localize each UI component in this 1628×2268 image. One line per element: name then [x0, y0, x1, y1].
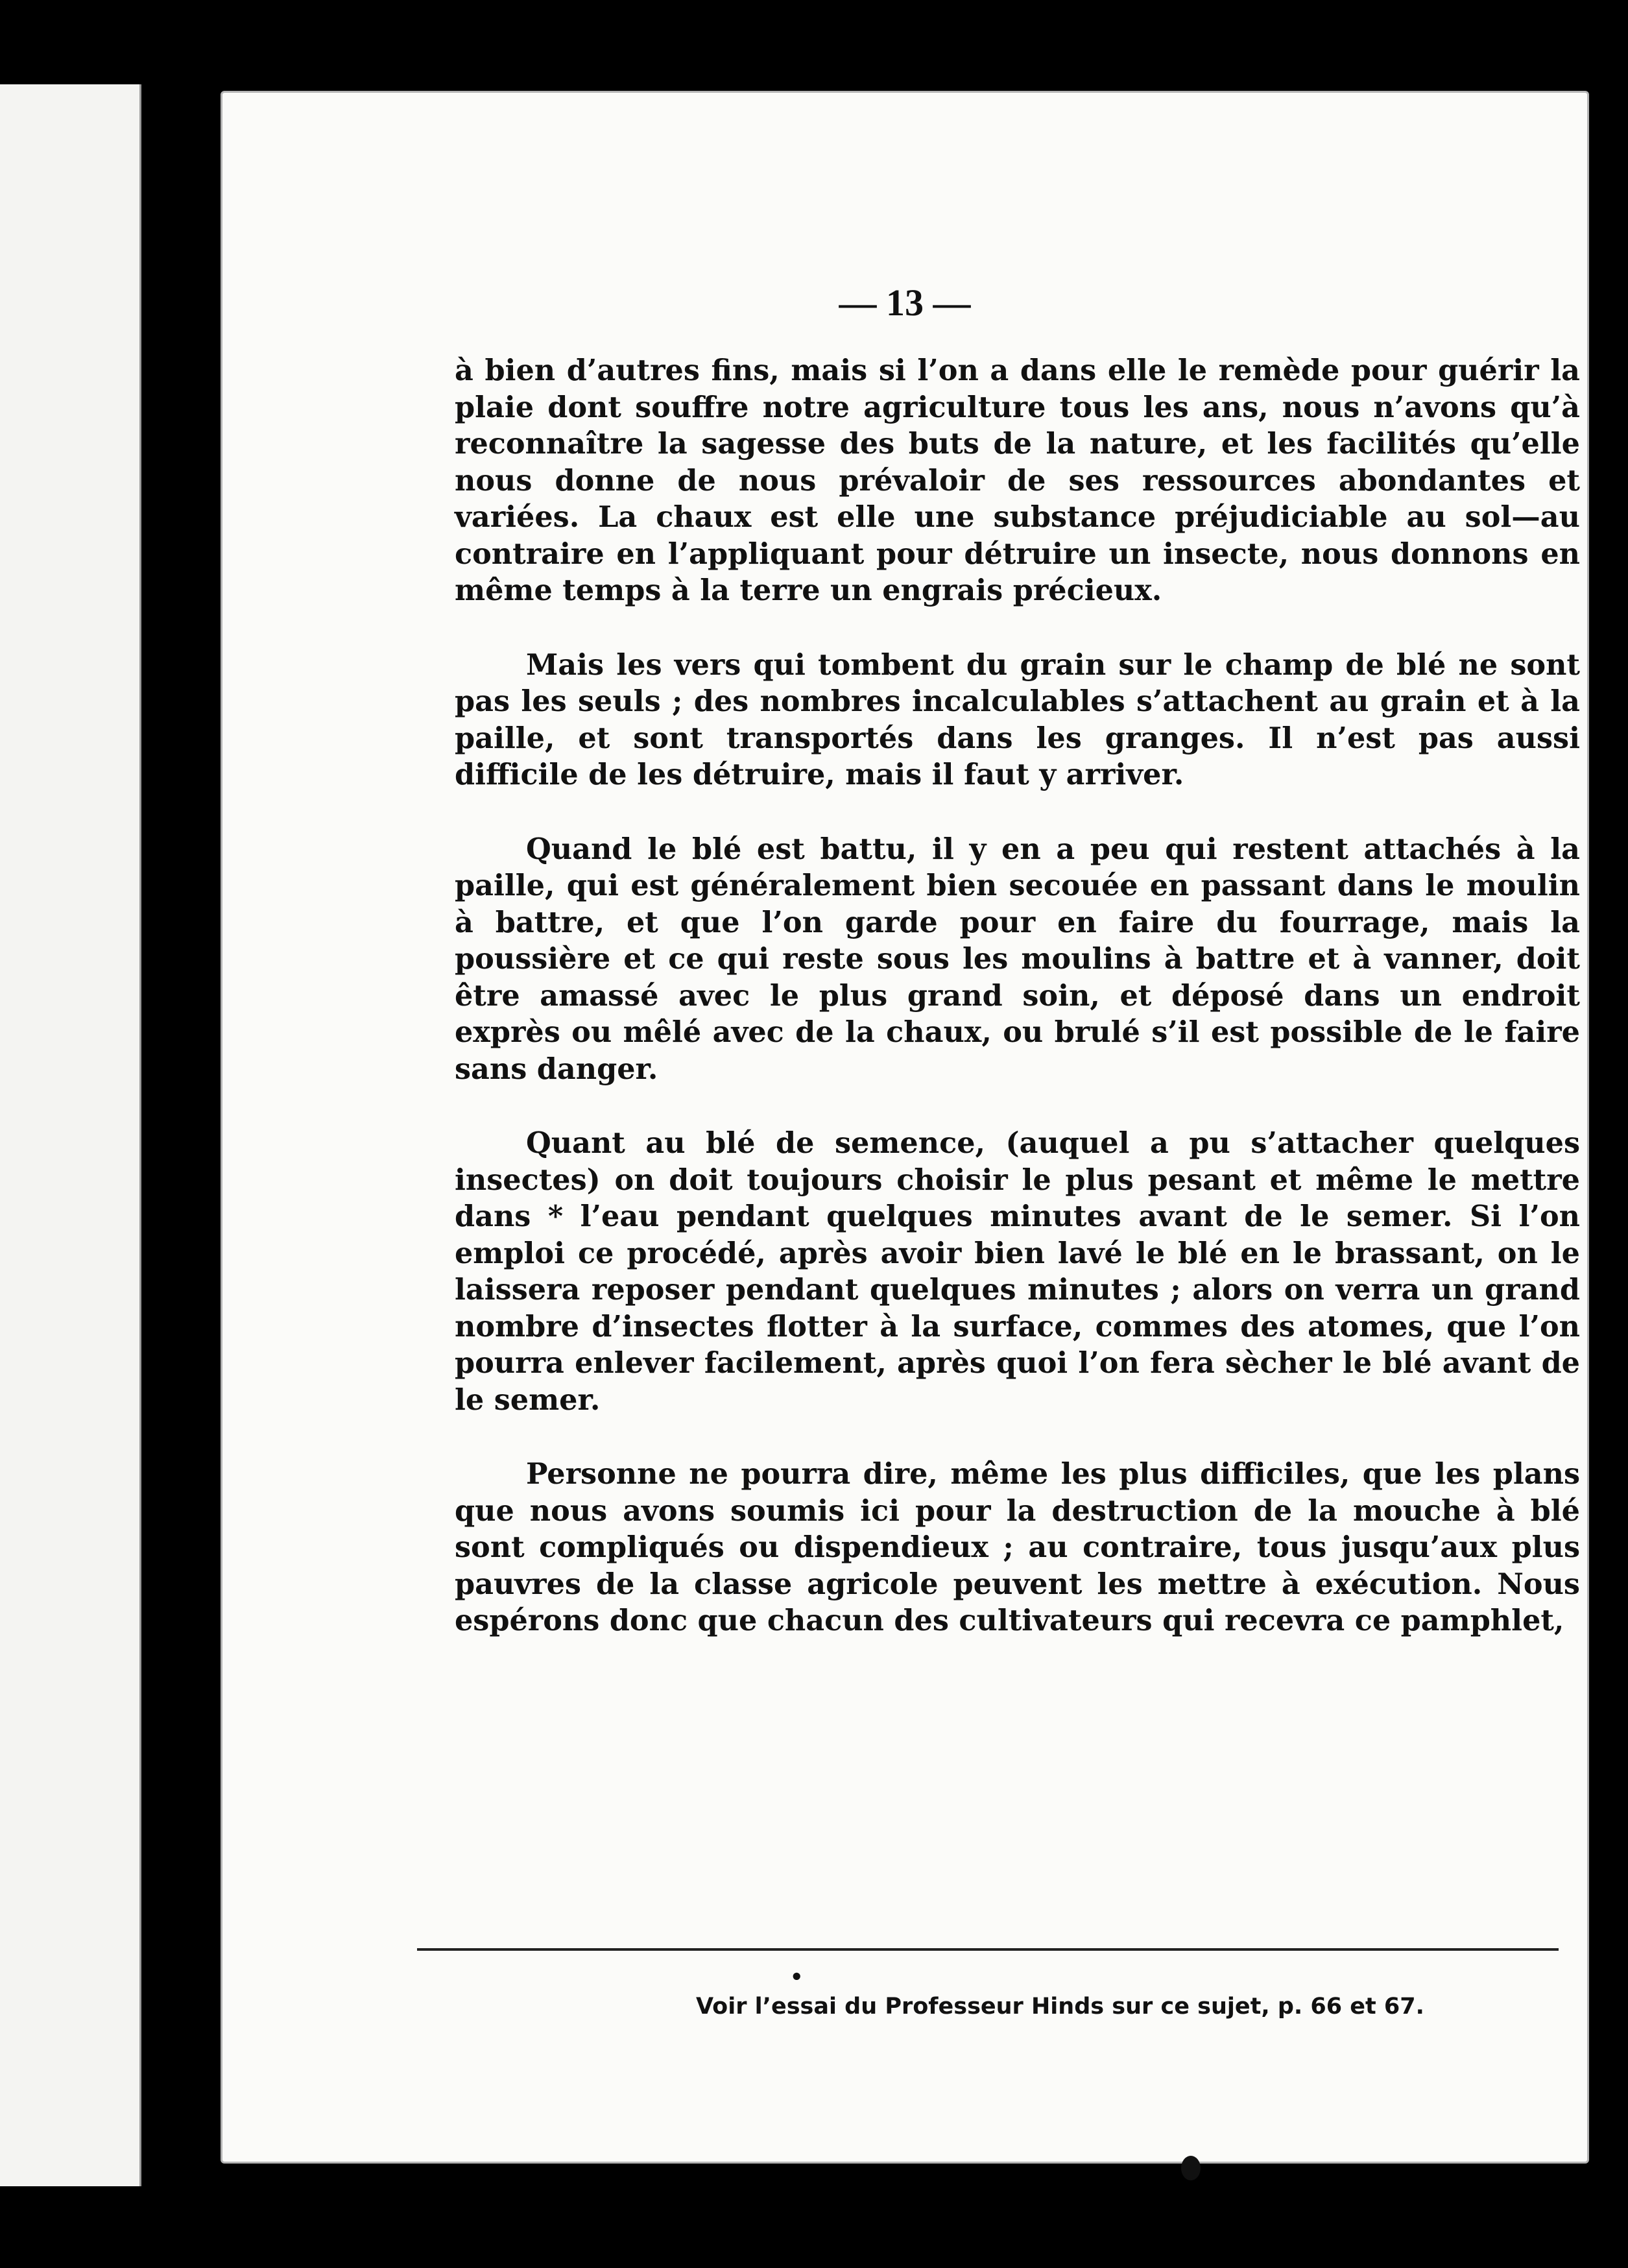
footnote-mark: •	[790, 1964, 804, 1989]
footnote: Voir l’essai du Professeur Hinds sur ce sujet, p. 66 et 67.	[696, 1994, 1424, 2020]
book-page	[221, 91, 1589, 2164]
paragraph-4: Quant au blé de semence, (auquel a pu s’attacher quelques insectes) on doit toujours choisir le plus pesant et même le mettre dans * l’eau pendant quelques minutes avant de le semer. Si l’on emploi ce procédé, après avoir bien lavé le blé en le brassant, on le laissera reposer pendant quelques minutes ; alors on verra un grand nombre d’insectes flotter à la surface, commes des atomes, que l’on pourra enlever facilement, après quoi l’on fera sècher le blé avant de le semer.	[455, 1126, 1580, 1417]
left-page-edge	[0, 84, 141, 2186]
body-text	[455, 352, 1580, 1677]
ink-spot	[1181, 2156, 1201, 2180]
page-number: — 13 —	[839, 282, 971, 324]
paragraph-2: Mais les vers qui tombent du grain sur le champ de blé ne sont pas les seuls ; des nombres incalculables s’attachent au grain et à la paille, et sont transportés dans les granges. Il n’est pas aussi difficile de les détruire, mais il faut y arriver.	[455, 647, 1580, 791]
paragraph-5: Personne ne pourra dire, même les plus difficiles, que les plans que nous avons soumis ici pour la destruction de la mouche à blé sont compliqués ou dispendieux ; au contraire, tous jusqu’aux plus pauvres de la classe agricole peuvent les mettre à exécution. Nous espérons donc que chacun des cultivateurs qui recevra ce pamphlet,	[455, 1457, 1580, 1637]
paragraph-3: Quand le blé est battu, il y en a peu qui restent attachés à la paille, qui est généralement bien secouée en passant dans le moulin à battre, et que l’on garde pour en faire du fourrage, mais la poussière et ce qui reste sous les moulins à battre et à vanner, doit être amassé avec le plus grand soin, et déposé dans un endroit exprès ou mêlé avec de la chaux, ou brulé s’il est possible de le faire sans danger.	[455, 832, 1580, 1086]
footnote-divider	[417, 1948, 1559, 1951]
paragraph-1: à bien d’autres fins, mais si l’on a dans elle le remède pour guérir la plaie dont souffre notre agriculture tous les ans, nous n’avons qu’à reconnaître la sagesse des buts de la nature, et les facilités qu’elle nous donne de nous prévaloir de ses ressources abondantes et variées. La chaux est elle une substance préjudiciable au sol—au contraire en l’appliquant pour détruire un insecte, nous donnons en même temps à la terre un engrais précieux.	[455, 354, 1580, 607]
